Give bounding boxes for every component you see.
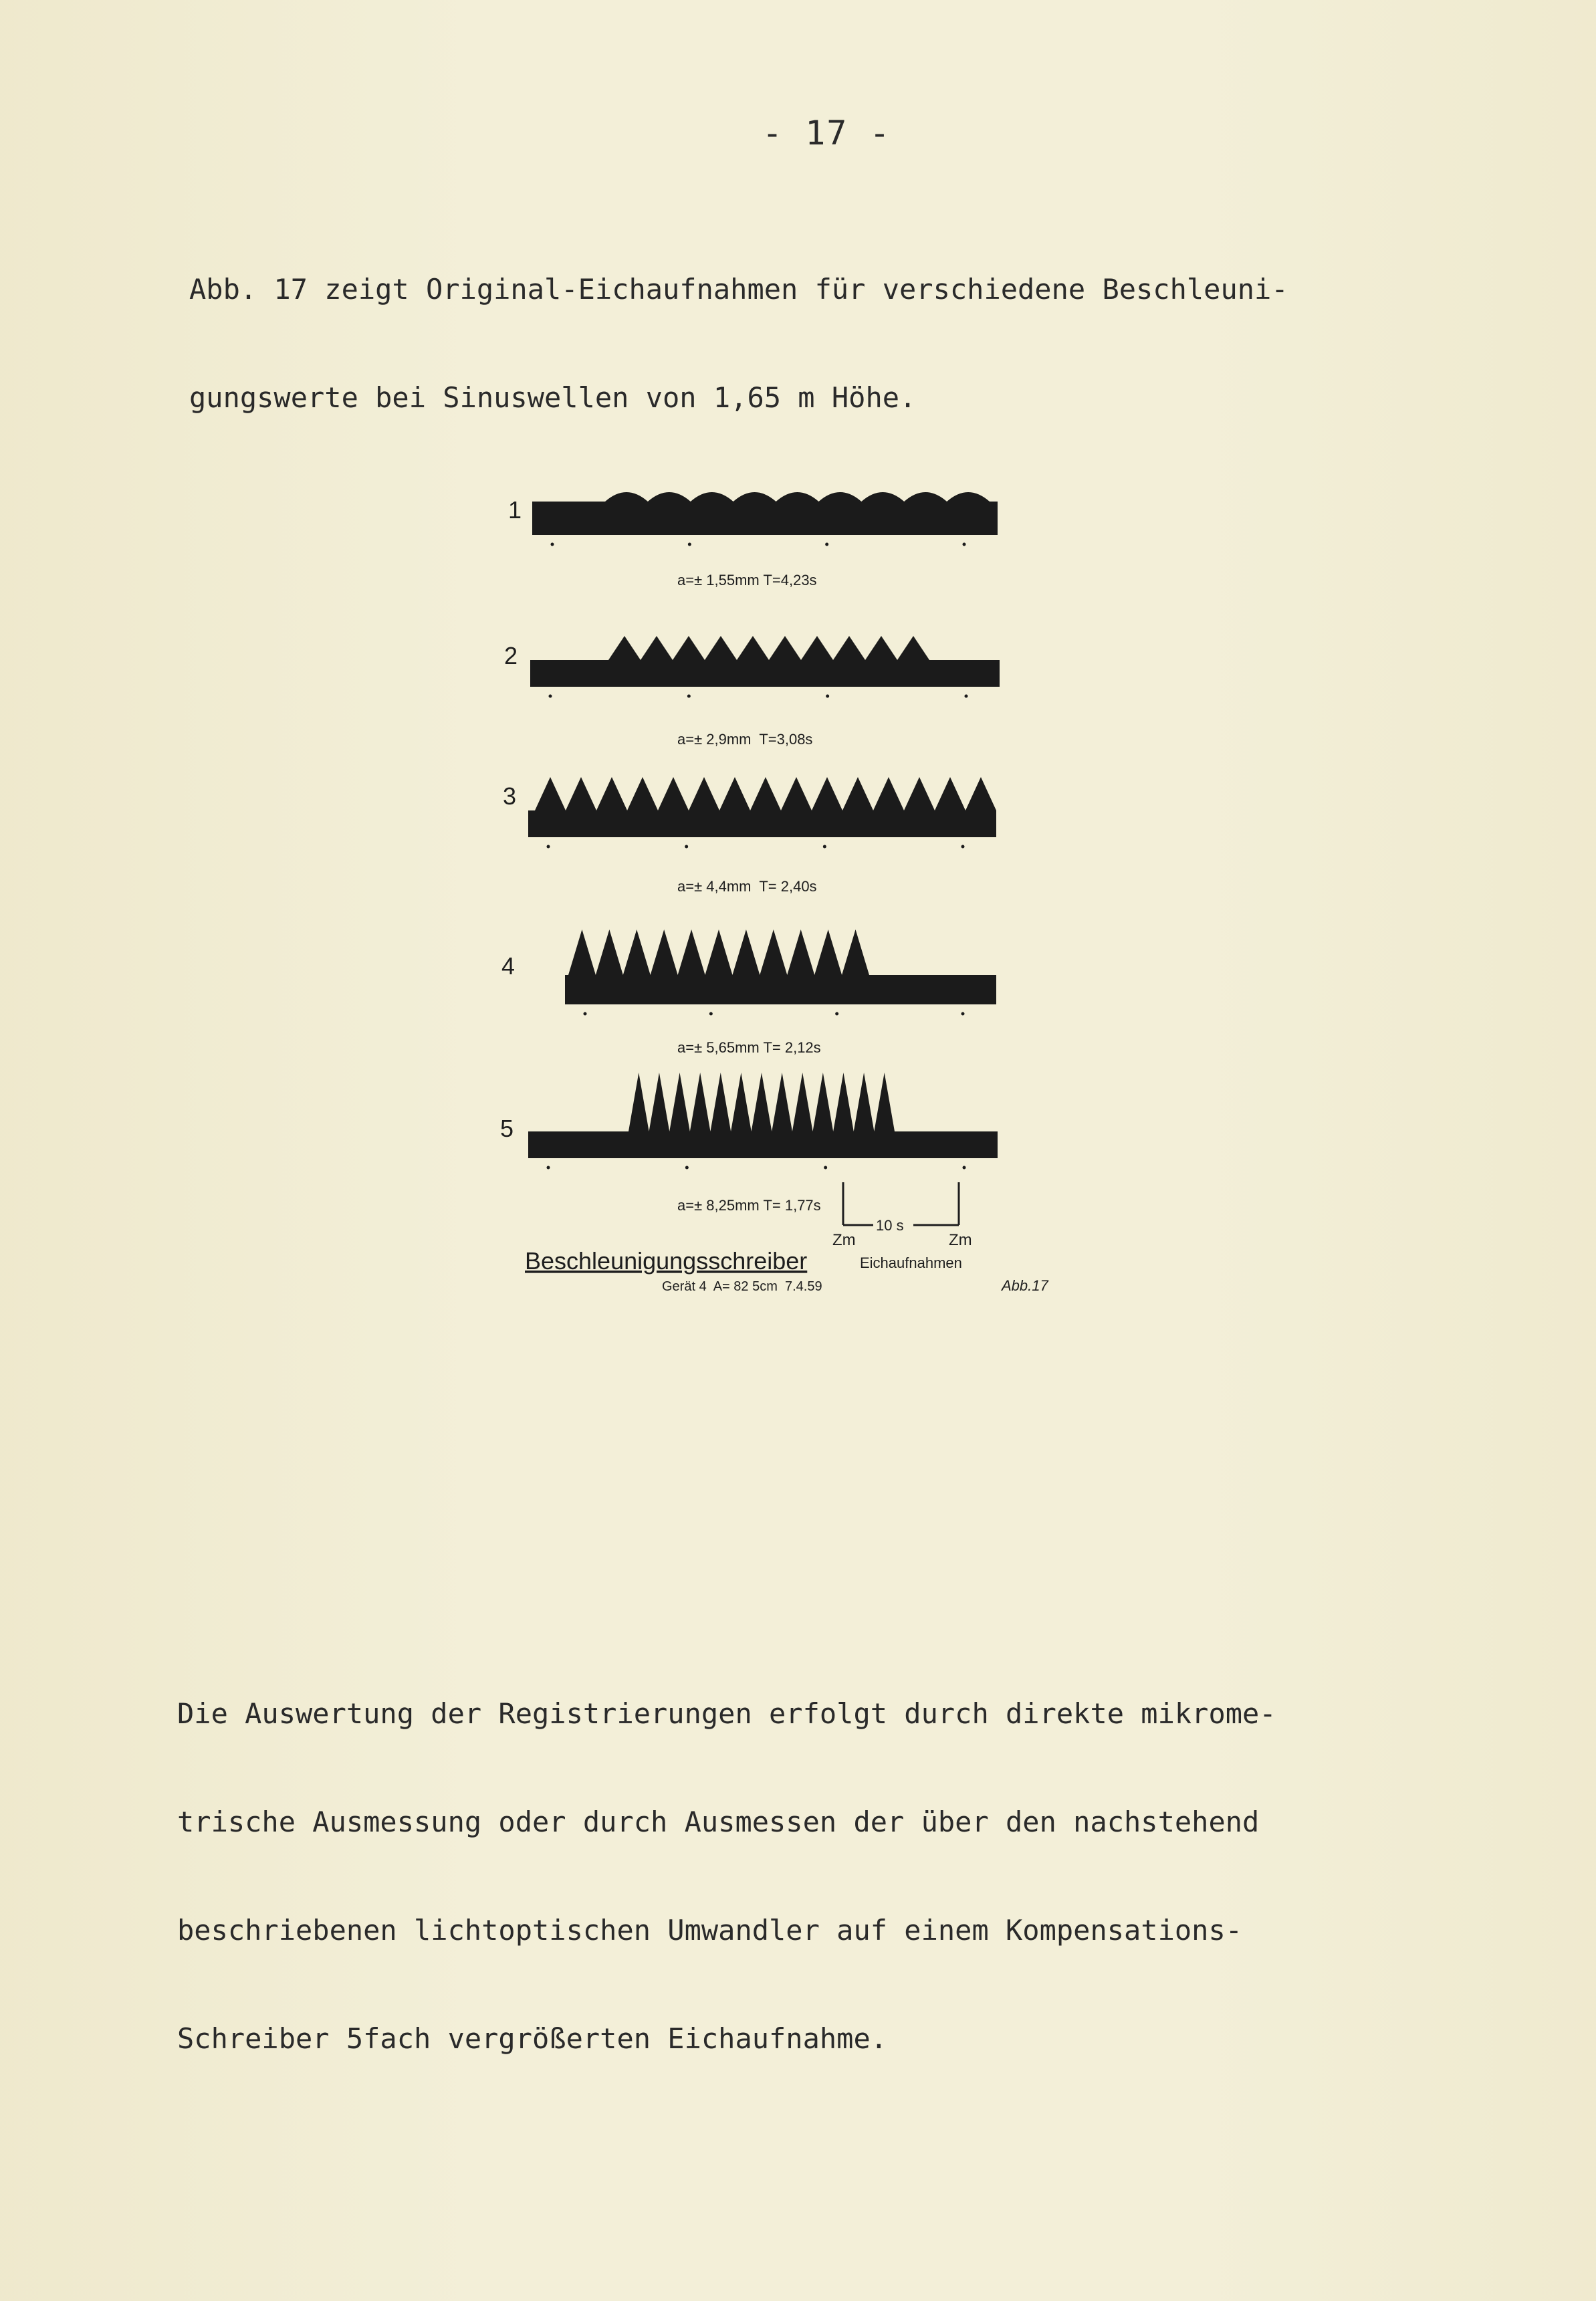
time-mark-right: Zm	[949, 1231, 972, 1249]
figure-label: Abb.17	[1002, 1277, 1048, 1294]
trace-number-5: 5	[500, 1115, 514, 1142]
timing-dot	[824, 1166, 827, 1170]
trace-number-4: 4	[501, 952, 516, 980]
intro-line: gungswerte bei Sinuswellen von 1,65 m Höhe.	[189, 381, 917, 414]
trace-caption-2: a=± 2,9mm T=3,08s	[677, 731, 813, 748]
timing-dot	[687, 695, 691, 698]
waveform-trace-3	[528, 777, 996, 837]
timing-dot	[963, 543, 966, 546]
timing-dot	[961, 845, 965, 849]
timing-dot	[685, 845, 688, 849]
waveform-trace-4	[565, 929, 996, 1004]
outro-line: trische Ausmessung oder durch Ausmessen der über den nachstehend	[177, 1805, 1260, 1838]
waveform-trace-1	[532, 492, 998, 535]
timing-dot	[549, 695, 552, 698]
outro-line: Die Auswertung der Registrierungen erfolgt durch direkte mikrome-	[177, 1697, 1276, 1730]
timing-dot	[584, 1012, 587, 1016]
timing-dot	[688, 543, 691, 546]
outro-line: Schreiber 5fach vergrößerten Eichaufnahme.	[177, 2022, 888, 2055]
intro-line: Abb. 17 zeigt Original-Eichaufnahmen für verschiedene Beschleuni-	[189, 273, 1288, 306]
calibration-traces	[528, 492, 1000, 1170]
outro-paragraph	[177, 1624, 1276, 2093]
time-scale-duration: 10 s	[876, 1217, 904, 1234]
timing-dot	[826, 695, 829, 698]
timing-dot	[547, 1166, 550, 1170]
trace-number-2: 2	[504, 642, 518, 669]
timing-dot	[825, 543, 828, 546]
timing-dot	[685, 1166, 689, 1170]
waveform-trace-2	[530, 636, 1000, 687]
trace-number-1: 1	[508, 496, 522, 524]
trace-number-3: 3	[503, 782, 517, 810]
trace-caption-5: a=± 8,25mm T= 1,77s	[677, 1197, 821, 1214]
timing-dot	[965, 695, 968, 698]
trace-caption-4: a=± 5,65mm T= 2,12s	[677, 1039, 821, 1056]
timing-dot	[963, 1166, 966, 1170]
outro-line: beschriebenen lichtoptischen Umwandler auf einem Kompensations-	[177, 1914, 1243, 1947]
page-number: - 17 -	[762, 114, 891, 152]
trace-caption-3: a=± 4,4mm T= 2,40s	[677, 878, 817, 895]
figure-device-info: Gerät 4 A= 82 5cm 7.4.59	[662, 1279, 822, 1294]
trace-caption-1: a=± 1,55mm T=4,23s	[677, 572, 817, 588]
figure-title: Beschleunigungsschreiber	[525, 1247, 808, 1275]
figure-subtitle: Eichaufnahmen	[860, 1254, 962, 1271]
timing-dot	[835, 1012, 838, 1016]
timing-dot	[823, 845, 826, 849]
waveform-trace-5	[528, 1073, 998, 1158]
timing-dot	[551, 543, 554, 546]
time-mark-left: Zm	[832, 1231, 856, 1249]
timing-dot	[547, 845, 550, 849]
timing-dot	[709, 1012, 713, 1016]
timing-dot	[961, 1012, 965, 1016]
